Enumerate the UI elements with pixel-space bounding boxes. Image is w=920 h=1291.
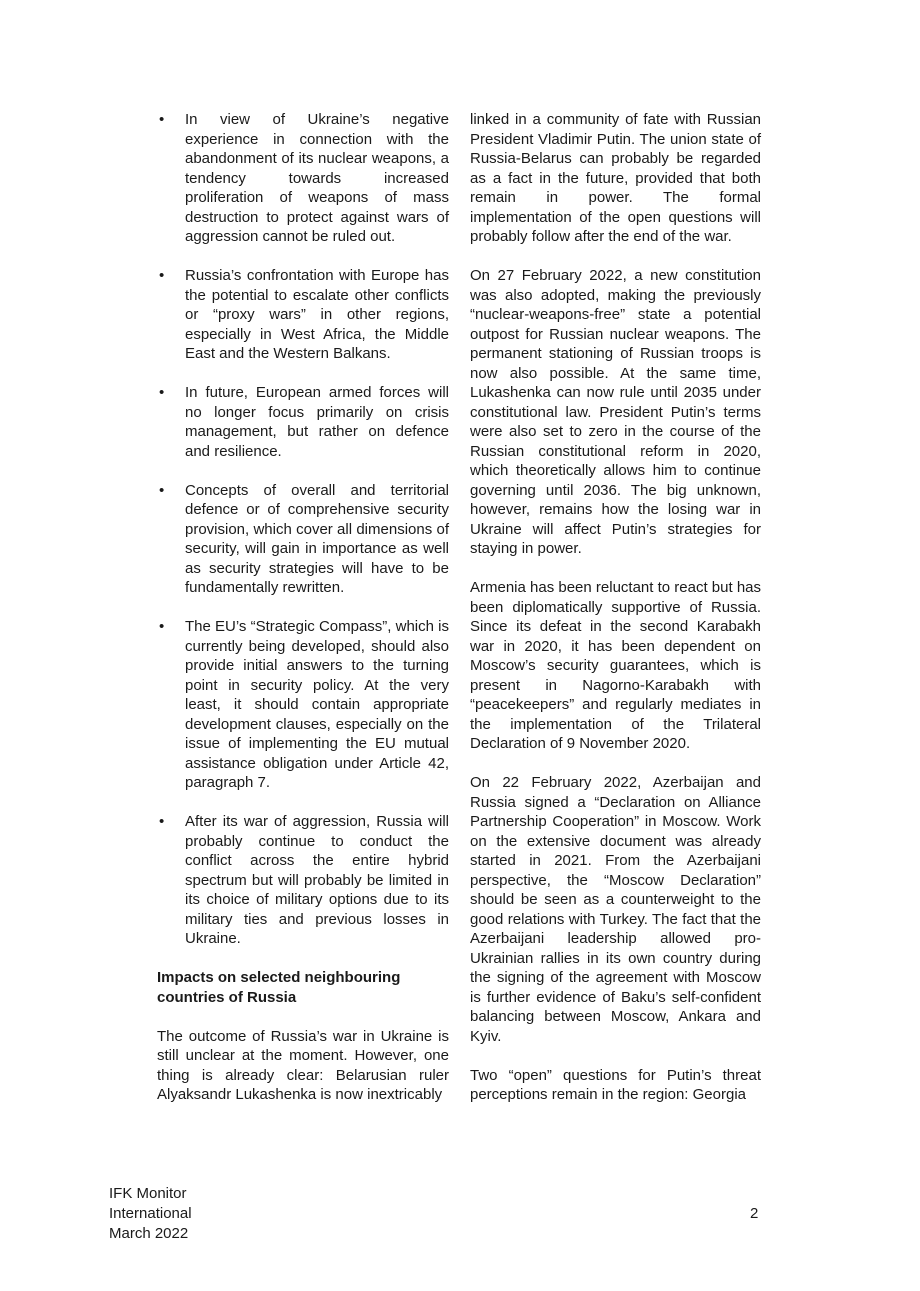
list-item — [157, 617, 449, 793]
footer-title: IFK Monitor — [109, 1185, 187, 1202]
bullet-icon: • — [159, 267, 165, 284]
right-column — [470, 110, 761, 1124]
list-item — [157, 812, 449, 949]
paragraph: On 22 February 2022, Azerbaijan and Russia signed a “Declaration on Alliance Partnership Cooperation” in Moscow. Work on the extensive document was already started in 2021. From the Azerbaijani perspective, the “Moscow Declaration” should be seen as a counterweight to the good relations with Turkey. The fact that the Azerbaijani leadership allowed pro-Ukrainian rallies in its own country during the signing of the agreement with Moscow is further evidence of Baku’s self-confident balancing between Moscow, Ankara and Kyiv. — [470, 774, 761, 1045]
left-column — [157, 110, 449, 1124]
bullet-icon: • — [159, 813, 165, 830]
list-item — [157, 266, 449, 364]
bullet-list — [157, 110, 449, 949]
paragraph: Two “open” questions for Putin’s threat perceptions remain in the region: Georgia — [470, 1066, 761, 1103]
paragraph: Armenia has been reluctant to react but has been diplomatically supportive of Russia. Since its defeat in the second Karabakh war in 2020, it has been dependent on Moscow’s security guarantees, which is present in Nagorno-Karabakh with “peacekeepers” and regularly mediates in the implementation of the Trilateral Declaration of 9 November 2020. — [470, 579, 762, 752]
bullet-text: In future, European armed forces will no longer focus primarily on crisis management, but rather on defence and resilience. — [185, 384, 449, 460]
bullet-text: In view of Ukraine’s negative experience in connection with the abandonment of its nuclear weapons, a tendency towards increased proliferation of weapons of mass destruction to protect against wars of aggression cannot be ruled out. — [185, 111, 449, 245]
bullet-text: After its war of aggression, Russia will probably continue to conduct the conflict across the entire hybrid spectrum but will probably be limited in its choice of military options due to its military ties and previous losses in Ukraine. — [185, 813, 449, 947]
paragraph: The outcome of Russia’s war in Ukraine is still unclear at the moment. However, one thing is already clear: Belarusian ruler Alyaksandr Lukashenka is now inextricably — [157, 1027, 449, 1103]
bullet-icon: • — [159, 111, 165, 128]
footer-subtitle: International — [109, 1205, 192, 1222]
bullet-icon: • — [159, 618, 165, 635]
footer-date: March 2022 — [109, 1225, 189, 1242]
bullet-text: The EU’s “Strategic Compass”, which is currently being developed, should also provide initial answers to the turning point in security policy. At the very least, it should contain appropriate development clauses, especially on the issue of implementing the EU mutual assistance obligation under Article 42, paragraph 7. — [185, 618, 449, 791]
list-item — [157, 110, 449, 247]
list-item — [157, 383, 449, 461]
list-item — [157, 481, 449, 598]
section-heading: Impacts on selected neighbouring countries of Russia — [157, 969, 401, 1006]
bullet-text: Russia’s confrontation with Europe has the potential to escalate other conflicts or “proxy wars” in other regions, especially in West Africa, the Middle East and the Western Balkans. — [185, 267, 449, 362]
page-number: 2 — [750, 1205, 759, 1222]
paragraph: On 27 February 2022, a new constitution was also adopted, making the previously “nuclear-weapons-free” state a potential outpost for Russian nuclear weapons. The permanent stationing of Russian troops is now also possible. At the same time, Lukashenka can now rule until 2035 under constitutional law. President Putin’s terms were also set to zero in the course of the Russian constitutional reform in 2020, which theoretically allows him to continue governing until 2036. The big unknown, however, remains how the losing war in Ukraine will affect Putin’s strategies for staying in power. — [470, 267, 761, 557]
paragraph: linked in a community of fate with Russian President Vladimir Putin. The union state of Russia-Belarus can probably be regarded as a fact in the future, provided that both remain in power. The formal implementation of the open questions will probably follow after the end of the war. — [470, 111, 761, 245]
footer-publication-info — [109, 1184, 192, 1244]
bullet-icon: • — [159, 481, 165, 499]
bullet-text: Concepts of overall and territorial defence or of comprehensive security provision, which cover all dimensions of security, will gain in importance as well as security strategies will have to be fundamentally rewritten. — [185, 481, 449, 596]
bullet-icon: • — [159, 384, 165, 401]
